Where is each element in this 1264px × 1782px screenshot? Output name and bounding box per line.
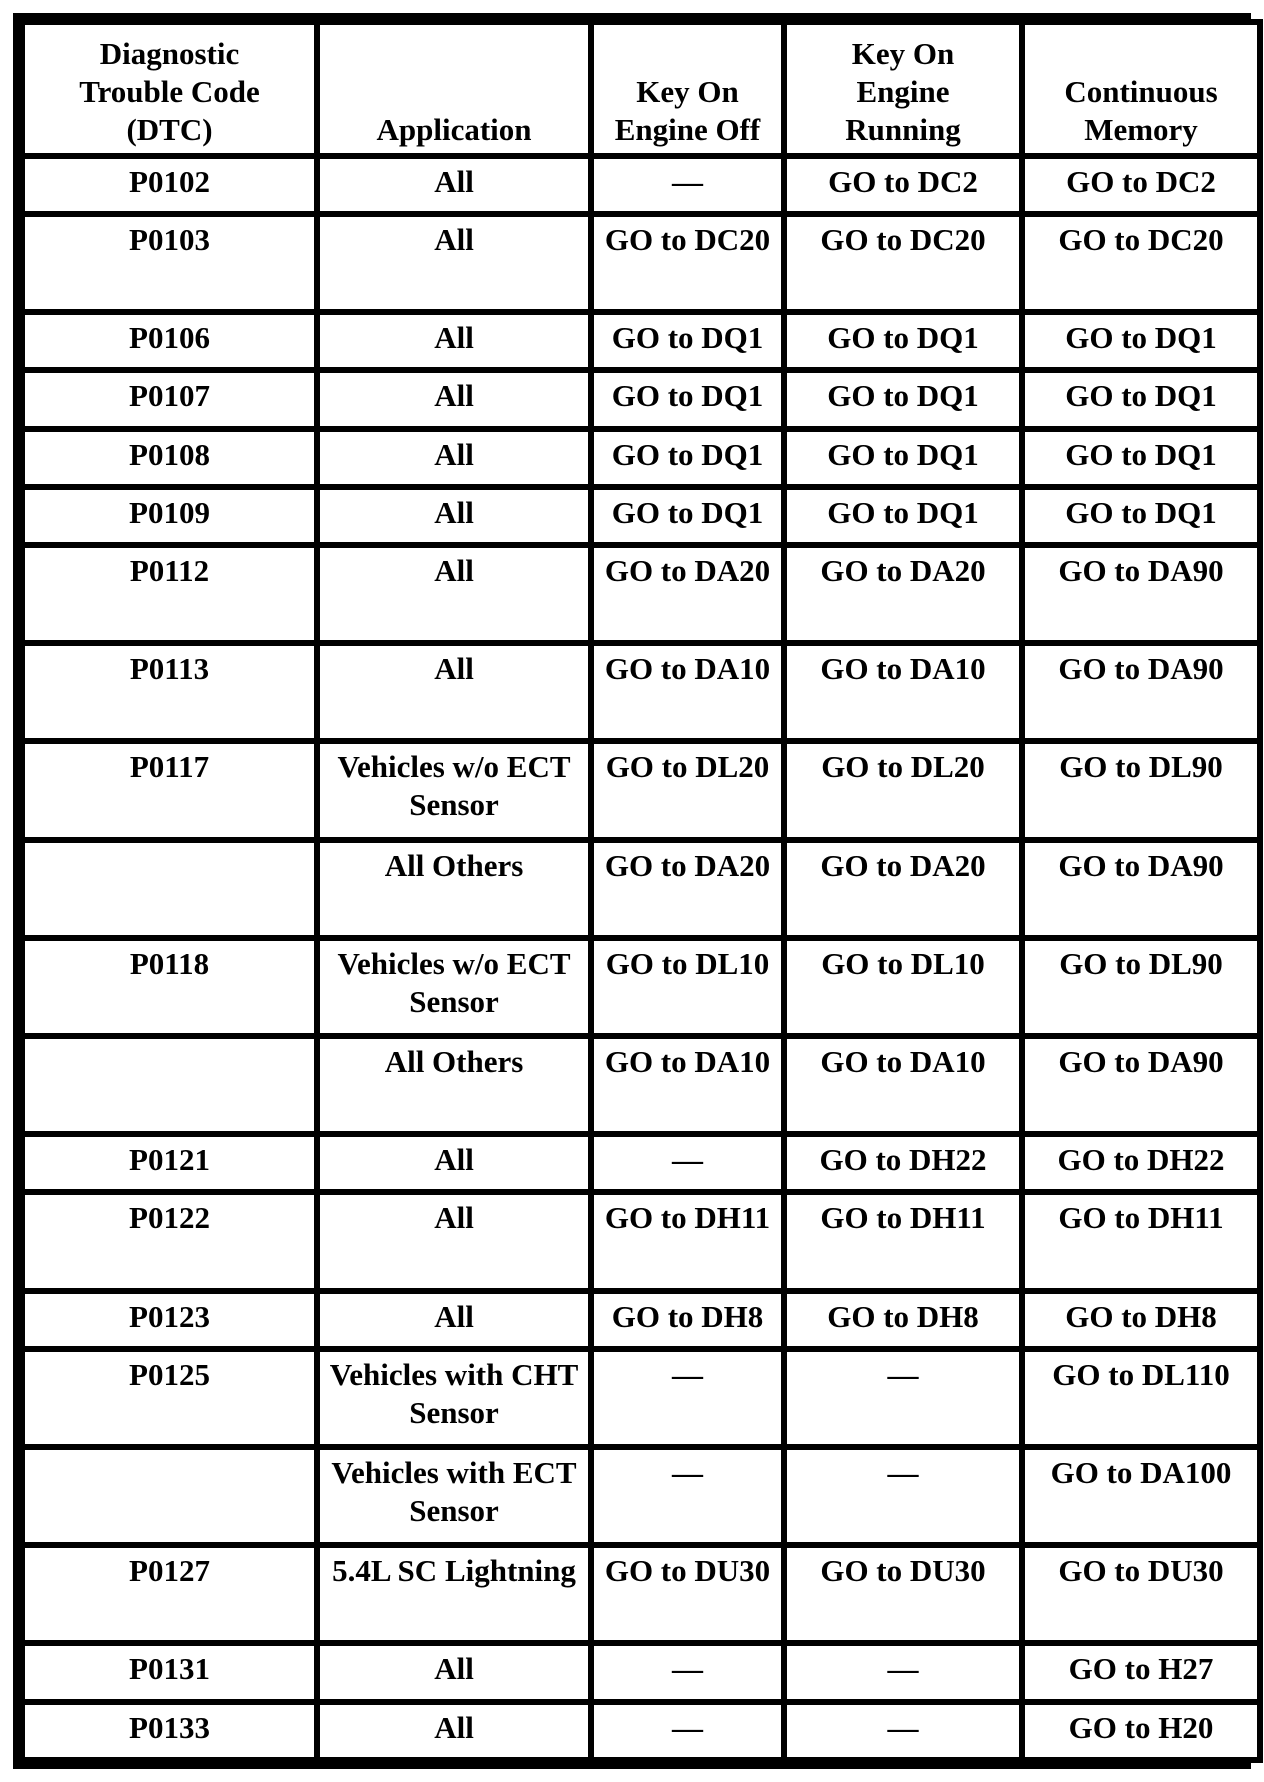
cell-dtc: P0108 xyxy=(25,432,314,484)
cell-dtc xyxy=(25,1039,314,1131)
cell-dtc: P0133 xyxy=(25,1705,314,1757)
cell-koeo: GO to DU30 xyxy=(594,1548,781,1640)
cell-koer: GO to DC2 xyxy=(787,159,1019,211)
table-row xyxy=(25,843,1257,935)
dtc-table xyxy=(19,19,1263,1763)
cell-application: Vehicles with CHT Sensor xyxy=(320,1352,588,1444)
cell-continuous-memory: GO to DH22 xyxy=(1025,1137,1257,1189)
cell-koeo: — xyxy=(594,1137,781,1189)
header-dtc: Diagnostic Trouble Code (DTC) xyxy=(25,25,314,153)
table-row xyxy=(25,159,1257,211)
table-row xyxy=(25,941,1257,1033)
cell-continuous-memory: GO to DC2 xyxy=(1025,159,1257,211)
cell-koeo: GO to DL10 xyxy=(594,941,781,1033)
cell-koeo: GO to DQ1 xyxy=(594,373,781,425)
cell-koer: GO to DA10 xyxy=(787,1039,1019,1131)
cell-continuous-memory: GO to DL110 xyxy=(1025,1352,1257,1444)
cell-koer: GO to DQ1 xyxy=(787,432,1019,484)
cell-dtc: P0112 xyxy=(25,548,314,640)
cell-koer: GO to DL20 xyxy=(787,744,1019,836)
cell-application: All Others xyxy=(320,1039,588,1131)
cell-koeo: GO to DC20 xyxy=(594,217,781,309)
cell-continuous-memory: GO to DA90 xyxy=(1025,548,1257,640)
cell-koer: — xyxy=(787,1646,1019,1698)
cell-koeo: GO to DH11 xyxy=(594,1195,781,1287)
table-row xyxy=(25,1705,1257,1757)
header-application: Application xyxy=(320,25,588,153)
cell-koer: GO to DC20 xyxy=(787,217,1019,309)
table-row xyxy=(25,1352,1257,1444)
cell-koer: GO to DU30 xyxy=(787,1548,1019,1640)
cell-application: All xyxy=(320,315,588,367)
table-row xyxy=(25,1137,1257,1189)
cell-dtc: P0107 xyxy=(25,373,314,425)
cell-application: All xyxy=(320,1195,588,1287)
cell-koer: GO to DQ1 xyxy=(787,373,1019,425)
cell-application: All xyxy=(320,490,588,542)
cell-continuous-memory: GO to DQ1 xyxy=(1025,373,1257,425)
table-row xyxy=(25,646,1257,738)
cell-continuous-memory: GO to DQ1 xyxy=(1025,490,1257,542)
cell-application: Vehicles with ECT Sensor xyxy=(320,1450,588,1542)
cell-application: 5.4L SC Lightning xyxy=(320,1548,588,1640)
cell-koeo: — xyxy=(594,1352,781,1444)
cell-koeo: GO to DA20 xyxy=(594,843,781,935)
cell-application: All xyxy=(320,1294,588,1346)
cell-application: All xyxy=(320,217,588,309)
cell-koer: GO to DA20 xyxy=(787,843,1019,935)
cell-continuous-memory: GO to DQ1 xyxy=(1025,432,1257,484)
cell-application: All xyxy=(320,373,588,425)
cell-koer: GO to DH8 xyxy=(787,1294,1019,1346)
cell-dtc: P0121 xyxy=(25,1137,314,1189)
cell-application: All xyxy=(320,1646,588,1698)
cell-continuous-memory: GO to DL90 xyxy=(1025,744,1257,836)
cell-dtc: P0122 xyxy=(25,1195,314,1287)
cell-continuous-memory: GO to DA90 xyxy=(1025,1039,1257,1131)
cell-continuous-memory: GO to DA90 xyxy=(1025,646,1257,738)
cell-dtc xyxy=(25,843,314,935)
cell-koer: — xyxy=(787,1352,1019,1444)
cell-koer: GO to DA10 xyxy=(787,646,1019,738)
table-row xyxy=(25,1294,1257,1346)
cell-continuous-memory: GO to DC20 xyxy=(1025,217,1257,309)
cell-dtc: P0113 xyxy=(25,646,314,738)
cell-continuous-memory: GO to DQ1 xyxy=(1025,315,1257,367)
cell-application: All xyxy=(320,159,588,211)
cell-koer: — xyxy=(787,1705,1019,1757)
cell-application: All xyxy=(320,1705,588,1757)
table-row xyxy=(25,744,1257,836)
header-key-on-engine-off: Key On Engine Off xyxy=(594,25,781,153)
cell-koeo: GO to DA10 xyxy=(594,1039,781,1131)
header-row xyxy=(25,25,1257,153)
cell-continuous-memory: GO to DH8 xyxy=(1025,1294,1257,1346)
header-key-on-engine-running: Key On Engine Running xyxy=(787,25,1019,153)
cell-application: All xyxy=(320,432,588,484)
cell-koeo: — xyxy=(594,1450,781,1542)
cell-continuous-memory: GO to H27 xyxy=(1025,1646,1257,1698)
cell-continuous-memory: GO to DH11 xyxy=(1025,1195,1257,1287)
cell-application: All Others xyxy=(320,843,588,935)
cell-application: All xyxy=(320,548,588,640)
cell-koeo: GO to DL20 xyxy=(594,744,781,836)
header-continuous-memory: Continuous Memory xyxy=(1025,25,1257,153)
cell-dtc: P0125 xyxy=(25,1352,314,1444)
cell-koeo: GO to DQ1 xyxy=(594,490,781,542)
cell-koer: GO to DH22 xyxy=(787,1137,1019,1189)
cell-koer: GO to DL10 xyxy=(787,941,1019,1033)
cell-application: Vehicles w/o ECT Sensor xyxy=(320,941,588,1033)
table-row xyxy=(25,373,1257,425)
table-row xyxy=(25,548,1257,640)
table-row xyxy=(25,432,1257,484)
cell-continuous-memory: GO to DA100 xyxy=(1025,1450,1257,1542)
table-row xyxy=(25,315,1257,367)
table-row xyxy=(25,1195,1257,1287)
cell-continuous-memory: GO to DU30 xyxy=(1025,1548,1257,1640)
cell-dtc: P0123 xyxy=(25,1294,314,1346)
table-row xyxy=(25,1646,1257,1698)
cell-dtc: P0118 xyxy=(25,941,314,1033)
cell-koeo: GO to DA10 xyxy=(594,646,781,738)
cell-application: Vehicles w/o ECT Sensor xyxy=(320,744,588,836)
cell-continuous-memory: GO to DL90 xyxy=(1025,941,1257,1033)
table-row xyxy=(25,490,1257,542)
cell-dtc: P0131 xyxy=(25,1646,314,1698)
dtc-table-frame xyxy=(13,13,1251,1769)
cell-dtc: P0103 xyxy=(25,217,314,309)
cell-koer: GO to DQ1 xyxy=(787,490,1019,542)
cell-koeo: — xyxy=(594,1705,781,1757)
cell-koeo: — xyxy=(594,159,781,211)
cell-koer: GO to DQ1 xyxy=(787,315,1019,367)
table-row xyxy=(25,1450,1257,1542)
cell-koer: GO to DH11 xyxy=(787,1195,1019,1287)
cell-koer: — xyxy=(787,1450,1019,1542)
cell-continuous-memory: GO to H20 xyxy=(1025,1705,1257,1757)
cell-application: All xyxy=(320,1137,588,1189)
cell-dtc: P0106 xyxy=(25,315,314,367)
cell-dtc: P0127 xyxy=(25,1548,314,1640)
cell-koeo: GO to DQ1 xyxy=(594,315,781,367)
cell-continuous-memory: GO to DA90 xyxy=(1025,843,1257,935)
cell-dtc: P0102 xyxy=(25,159,314,211)
cell-koeo: GO to DH8 xyxy=(594,1294,781,1346)
cell-koeo: GO to DA20 xyxy=(594,548,781,640)
cell-dtc xyxy=(25,1450,314,1542)
cell-koer: GO to DA20 xyxy=(787,548,1019,640)
cell-dtc: P0109 xyxy=(25,490,314,542)
cell-koeo: — xyxy=(594,1646,781,1698)
table-row xyxy=(25,217,1257,309)
cell-application: All xyxy=(320,646,588,738)
cell-koeo: GO to DQ1 xyxy=(594,432,781,484)
table-row xyxy=(25,1039,1257,1131)
table-row xyxy=(25,1548,1257,1640)
cell-dtc: P0117 xyxy=(25,744,314,836)
